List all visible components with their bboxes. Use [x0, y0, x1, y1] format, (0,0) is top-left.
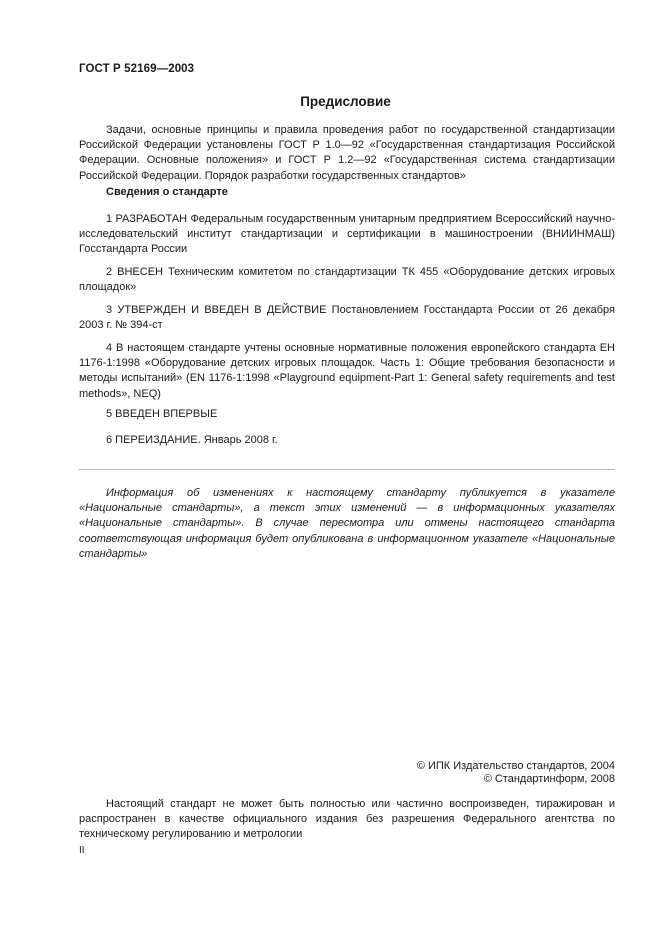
list-item: 4 В настоящем стандарте учтены основные нормативные положения европейского стандарта ЕН 1176-1:1998 «Оборудование детских игровых площадок. Часть 1: Общие требования безопасности и методы испытаний» (EN 1176-1:1998 «Playground equipment-Part 1: General safety requirements and test methods», NEQ) [79, 342, 615, 400]
divider [79, 469, 615, 470]
list-item: 3 УТВЕРЖДЕН И ВВЕДЕН В ДЕЙСТВИЕ Постановлением Госстандарта России от 26 декабря 2003 г. № 394-ст [79, 304, 615, 332]
intro-paragraph: Задачи, основные принципы и правила проведения работ по государственной стандартизации Российской Федерации установлены ГОСТ Р 1.0—92 «Государственная стандартизация Российской Федерации. Основные положения» и ГОСТ Р 1.2—92 «Государственная система стандартизации Российской Федерации. Порядок разработки государственных стандартов» [79, 124, 615, 182]
list-item: 1 РАЗРАБОТАН Федеральным государственным унитарным предприятием Всероссийский научно-исследовательский институт стандартизации и сертификации в машиностроении (ВНИИНМАШ) Госстандарта России [79, 213, 615, 256]
document-header: ГОСТ Р 52169—2003 [79, 63, 195, 75]
page-title: Предисловие [300, 94, 391, 109]
legal-paragraph: Настоящий стандарт не может быть полностью или частично воспроизведен, тиражирован и распространен в качестве официального издания без разрешения Федерального агентства по техническому регулированию и метрологии [79, 798, 615, 841]
list-item: 2 ВНЕСЕН Техническим комитетом по стандартизации ТК 455 «Оборудование детских игровых площадок» [79, 266, 615, 294]
section-title: Сведения о стандарте [106, 186, 228, 198]
notice-paragraph: Информация об изменениях к настоящему стандарту публикуется в указателе «Национальные стандарты», а текст этих изменений — в информационных указателях «Национальные стандарты». В случае пересмотра или отмены настоящего стандарта соответствующая информация будет опубликована в информационном указателе «Национальные стандарты» [79, 487, 615, 560]
copyright-line: © Стандартинформ, 2008 [483, 773, 615, 785]
list-item: 6 ПЕРЕИЗДАНИЕ. Январь 2008 г. [106, 434, 278, 446]
copyright-line: © ИПК Издательство стандартов, 2004 [416, 760, 615, 772]
page-number: II [79, 845, 85, 856]
list-item: 5 ВВЕДЕН ВПЕРВЫЕ [106, 408, 218, 420]
